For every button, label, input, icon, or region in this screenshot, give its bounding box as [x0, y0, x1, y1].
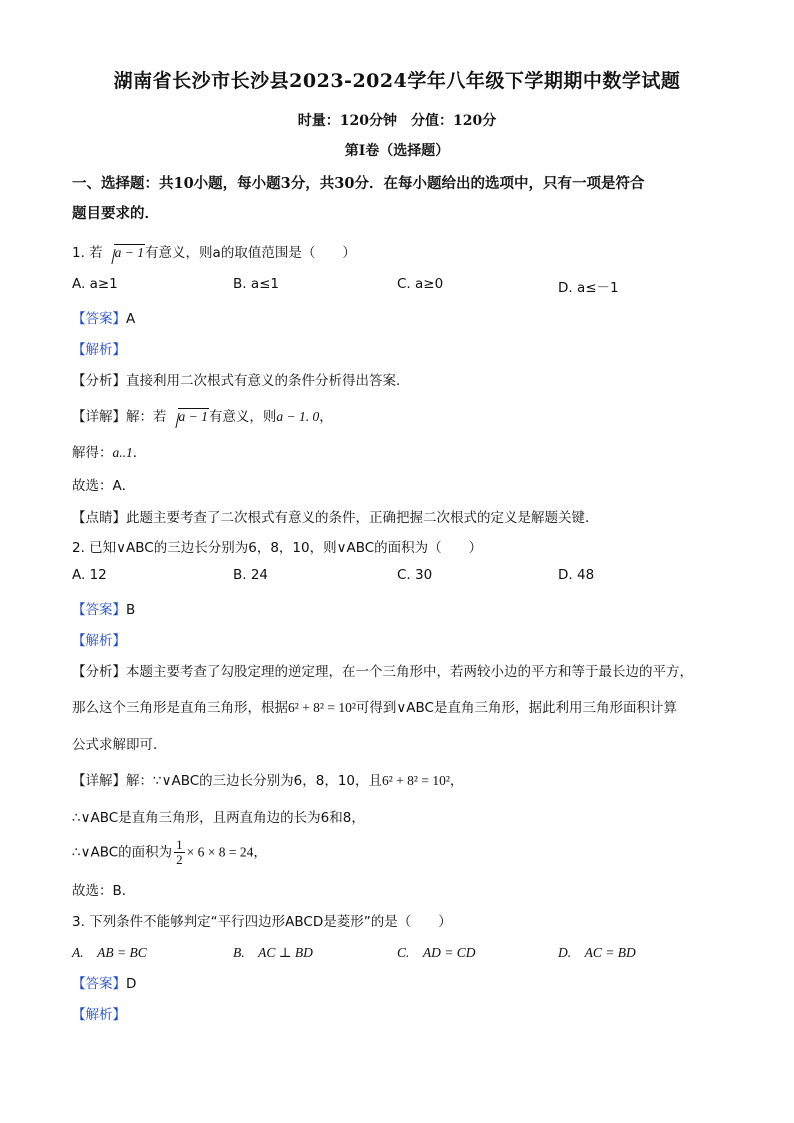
exam-title: 湖南省长沙市长沙县2023-2024学年八年级下学期期中数学试题 [113, 70, 681, 92]
q2-detail-equation: 6² + 8² = 10² [382, 773, 450, 788]
q1-answer-line [72, 307, 135, 327]
question-1-number: 1. 若 [72, 245, 103, 261]
comment-tag: 【点睛】 [72, 510, 126, 526]
section-instructions-line2: 题目要求的． [72, 205, 159, 222]
radicand: a − 1 [178, 409, 208, 424]
fenxi-tag: 【分析】 [72, 664, 126, 680]
q3-analysis-tag: 【解析】 [72, 1007, 126, 1023]
q2-detail-text3c: ， [253, 844, 267, 861]
fenxi-tag: 【分析】 [72, 373, 126, 389]
volume-heading: 第Ⅰ卷（选择题） [344, 143, 450, 159]
question-1-rest: 有意义，则a的取值范围是（ ） [145, 245, 356, 261]
q2-fenxi-text1: 本题主要考查了勾股定理的逆定理，在一个三角形中，若两较小边的平方和等于最长边的平方， [126, 664, 693, 680]
detail-tag: 【详解】 [72, 773, 126, 789]
q2-option-c: C. 30 [397, 567, 433, 583]
q2-fenxi-text2a: 那么这个三角形是直角三角形，根据 [72, 700, 288, 716]
q1-solve-line [72, 441, 146, 461]
q3-answer: D [126, 976, 137, 992]
q1-solve-end: ． [132, 445, 147, 461]
q2-fenxi-line3: 公式求解即可． [72, 737, 167, 753]
q2-detail-line1 [72, 769, 463, 789]
detail-tag: 【详解】 [72, 409, 126, 425]
q1-detail-expr: a − 1. 0 [276, 409, 320, 424]
q2-choose: 故选：B． [72, 883, 136, 899]
q2-fenxi-line1 [72, 660, 693, 680]
q2-answer: B [126, 602, 136, 618]
answer-tag: 【答案】 [72, 602, 126, 618]
q1-fenxi-line [72, 369, 410, 389]
q2-detail-text1a: 解：∵∨ABC的三边长分别为6，8，10，且 [126, 773, 383, 789]
q2-detail-line2: ∴∨ABC是直角三角形，且两直角边的长为6和8， [72, 810, 365, 826]
q1-fenxi-text: 直接利用二次根式有意义的条件分析得出答案． [126, 373, 410, 389]
q1-detail-pre: 解：若 [126, 409, 167, 425]
q2-detail-calc: × 6 × 8 = 24 [186, 844, 254, 860]
q2-detail-text3a: ∴∨ABC的面积为 [72, 844, 173, 861]
q2-option-d: D. 48 [558, 567, 595, 583]
radicand: a − 1 [114, 245, 145, 260]
q2-answer-line [72, 598, 135, 618]
q2-option-a: A. 12 [72, 567, 107, 583]
q3-answer-line [72, 972, 136, 992]
fraction-denominator: 2 [176, 852, 183, 867]
section-instructions-line1: 一、选择题：共10小题，每小题3分，共30分．在每小题给出的选项中，只有一项是符合 [72, 175, 645, 192]
sqrt-expression [169, 409, 209, 425]
question-1-stem [72, 241, 356, 261]
q2-option-b: B. 24 [233, 567, 269, 583]
q1-comment-line [72, 506, 599, 526]
q1-detail-mid: 有意义，则 [208, 409, 277, 425]
q1-choose: 故选：A． [72, 478, 136, 494]
q1-option-a: A. a≥1 [72, 276, 118, 292]
exam-time-info: 时量：120分钟 分值：120分 [297, 113, 497, 129]
q1-solve-pre: 解得： [72, 445, 113, 461]
q3-option-b: B. AC ⊥ BD [233, 945, 313, 960]
q2-fenxi-text2b: 可得到∨ABC是直角三角形，据此利用三角形面积计算 [355, 700, 677, 716]
q1-analysis-tag: 【解析】 [72, 342, 126, 358]
sqrt-expression [105, 245, 145, 261]
q3-option-d: D. AC = BD [558, 945, 636, 960]
q2-fenxi-equation: 6² + 8² = 10² [288, 700, 356, 715]
q3-option-c: C. AD = CD [397, 945, 476, 960]
q2-analysis-tag: 【解析】 [72, 633, 126, 649]
question-2-stem: 2. 已知∨ABC的三边长分别为6，8，10，则∨ABC的面积为（ ） [72, 540, 483, 556]
q2-detail-line3 [72, 838, 267, 867]
q1-option-d: D. a≤－1 [558, 280, 619, 296]
q1-comment: 此题主要考查了二次根式有意义的条件，正确把握二次根式的定义是解题关键． [126, 510, 599, 526]
q1-detail-end: ， [319, 409, 333, 425]
answer-tag: 【答案】 [72, 311, 126, 327]
q1-option-c: C. a≥0 [397, 276, 444, 292]
answer-tag: 【答案】 [72, 976, 126, 992]
fraction-numerator: 1 [176, 837, 183, 852]
question-3-stem: 3. 下列条件不能够判定“平行四边形ABCD是菱形”的是（ ） [72, 914, 452, 930]
fraction [174, 838, 185, 867]
q1-answer: A [126, 311, 136, 327]
q1-detail-line [72, 405, 333, 425]
q2-detail-text1b: ， [449, 773, 464, 789]
q3-option-a: A. AB = BC [72, 945, 147, 960]
q2-fenxi-line2 [72, 696, 677, 716]
q1-solve-expr: a..1 [112, 445, 133, 460]
q1-option-b: B. a≤1 [233, 276, 280, 292]
